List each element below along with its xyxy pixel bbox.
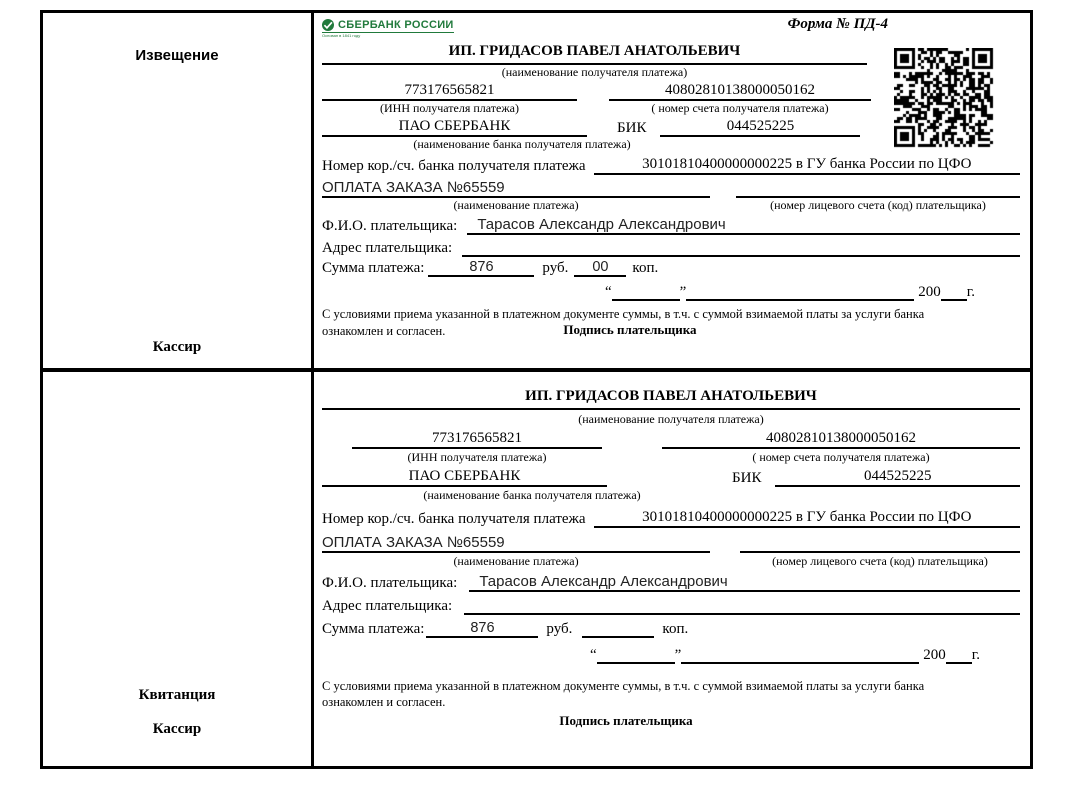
receipt-bik-label: БИК xyxy=(732,470,762,486)
personal-account-line xyxy=(736,179,1020,198)
receipt-side-cell xyxy=(43,372,314,766)
receipt-side-cashier-label: Кассир xyxy=(152,721,202,737)
terms-line2: ознакомлен и согласен. xyxy=(322,323,446,338)
inn-caption: (ИНН получателя платежа) xyxy=(380,101,519,115)
receipt-terms-line1: С условиями приема указанной в платежном документе суммы, в т.ч. с суммой взимаемой платы за услуги банка xyxy=(322,679,925,693)
receipt-inn-value: 773176565821 xyxy=(352,430,602,449)
receipt-payment-name-value: ОПЛАТА ЗАКАЗА №65559 xyxy=(322,534,710,553)
receipt-date-year-suffix: г. xyxy=(971,647,980,663)
receipt-personal-account-line xyxy=(740,534,1020,553)
date-year-line xyxy=(941,283,967,301)
recipient-name-title: ИП. ГРИДАСОВ ПАВЕЛ АНАТОЛЬЕВИЧ xyxy=(322,43,867,65)
recipient-caption: (наименование получателя платежа) xyxy=(501,65,688,79)
receipt-date-month-line xyxy=(681,646,919,664)
receipt-date-line xyxy=(322,646,1020,664)
receipt-form-cell xyxy=(314,372,1030,766)
receipt-corr-account-label: Номер кор./сч. банка получателя платежа xyxy=(322,511,586,527)
date-month-line xyxy=(686,283,914,301)
inn-value: 773176565821 xyxy=(322,82,577,101)
receipt-inn-caption: (ИНН получателя платежа) xyxy=(407,450,547,464)
sberbank-logo xyxy=(322,19,454,38)
sberbank-logo-tagline: Основан в 1841 году xyxy=(322,33,361,38)
receipt-kop-label: коп. xyxy=(662,621,689,637)
date-year-prefix: 200 xyxy=(918,284,941,300)
payer-fio-label: Ф.И.О. плательщика: xyxy=(322,218,458,234)
date-line xyxy=(322,283,1020,301)
sum-kop-value: 00 xyxy=(574,259,626,277)
personal-account-caption: (номер лицевого счета (код) плательщика) xyxy=(770,198,986,212)
receipt-side-top-label: Квитанция xyxy=(138,687,216,703)
notice-side-cashier-label: Кассир xyxy=(152,339,202,355)
rub-label: руб. xyxy=(542,260,569,276)
receipt-date-year-prefix: 200 xyxy=(923,647,946,663)
receipt-sum-kop-value xyxy=(582,619,654,638)
notice-side-top-label: Извещение xyxy=(135,47,219,64)
bank-name-value: ПАО СБЕРБАНК xyxy=(322,118,587,137)
receipt-rub-label: руб. xyxy=(546,621,573,637)
corr-account-value: 30101810400000000225 в ГУ банка России по ЦФО xyxy=(594,156,1020,175)
notice-form-cell xyxy=(314,13,1030,372)
form-number: Форма № ПД-4 xyxy=(787,16,888,32)
receipt-payment-caption: (наименование платежа) xyxy=(453,554,579,568)
notice-header-row xyxy=(322,16,1020,43)
sberbank-logo-icon xyxy=(322,19,334,31)
pd4-document-table xyxy=(40,10,1033,769)
receipt-account-value: 40802810138000050162 xyxy=(662,430,1020,449)
payer-address-label: Адрес плательщика: xyxy=(322,240,453,256)
qr-code xyxy=(894,48,994,148)
account-value: 40802810138000050162 xyxy=(609,82,871,101)
date-open-quote: “ xyxy=(604,284,612,300)
receipt-sum-label: Сумма платежа: xyxy=(322,621,425,637)
account-caption: ( номер счета получателя платежа) xyxy=(651,101,829,115)
receipt-corr-account-value: 30101810400000000225 в ГУ банка России по ЦФО xyxy=(594,509,1020,528)
receipt-date-close-quote: ” xyxy=(674,647,682,663)
receipt-sum-rub-value: 876 xyxy=(426,620,538,638)
sum-label: Сумма платежа: xyxy=(322,260,425,276)
sum-rub-value: 876 xyxy=(428,259,534,277)
payer-address-value xyxy=(462,238,1020,257)
kop-label: коп. xyxy=(632,260,659,276)
payer-signature-label: Подпись плательщика xyxy=(563,322,697,338)
receipt-date-open-quote: “ xyxy=(589,647,597,663)
receipt-date-day-line xyxy=(597,646,675,664)
bank-caption: (наименование банка получателя платежа) xyxy=(413,137,631,151)
date-year-suffix: г. xyxy=(966,284,975,300)
receipt-recipient-caption: (наименование получателя платежа) xyxy=(578,412,764,426)
terms-line1: С условиями приема указанной в платежном документе суммы, в т.ч. с суммой взимаемой платы за услуги банка xyxy=(322,307,925,321)
receipt-bik-value: 044525225 xyxy=(775,468,1020,487)
receipt-recipient-name-title: ИП. ГРИДАСОВ ПАВЕЛ АНАТОЛЬЕВИЧ xyxy=(322,388,1020,410)
receipt-payer-fio-value: Тарасов Александр Александрович xyxy=(469,573,1020,592)
receipt-bank-caption: (наименование банка получателя платежа) xyxy=(423,488,641,502)
receipt-payer-signature-label: Подпись плательщика xyxy=(559,712,693,728)
date-day-line xyxy=(612,283,680,301)
corr-account-label: Номер кор./сч. банка получателя платежа xyxy=(322,158,586,174)
receipt-terms-line2: ознакомлен и согласен. xyxy=(322,695,446,710)
payment-caption: (наименование платежа) xyxy=(453,198,579,212)
notice-side-cell xyxy=(43,13,314,372)
bik-label: БИК xyxy=(617,120,647,136)
date-close-quote: ” xyxy=(679,284,687,300)
receipt-date-year-line xyxy=(946,646,972,664)
receipt-personal-account-caption: (номер лицевого счета (код) плательщика) xyxy=(772,554,988,568)
receipt-bank-name-value: ПАО СБЕРБАНК xyxy=(322,468,607,487)
receipt-account-caption: ( номер счета получателя платежа) xyxy=(752,450,930,464)
bik-value: 044525225 xyxy=(660,118,860,137)
sberbank-logo-text: СБЕРБАНК РОССИИ xyxy=(338,18,454,31)
receipt-payer-address-label: Адрес плательщика: xyxy=(322,598,453,614)
payment-name-value: ОПЛАТА ЗАКАЗА №65559 xyxy=(322,179,710,198)
receipt-payer-address-value xyxy=(464,596,1020,615)
payer-fio-value: Тарасов Александр Александрович xyxy=(467,216,1020,235)
receipt-payer-fio-label: Ф.И.О. плательщика: xyxy=(322,575,458,591)
